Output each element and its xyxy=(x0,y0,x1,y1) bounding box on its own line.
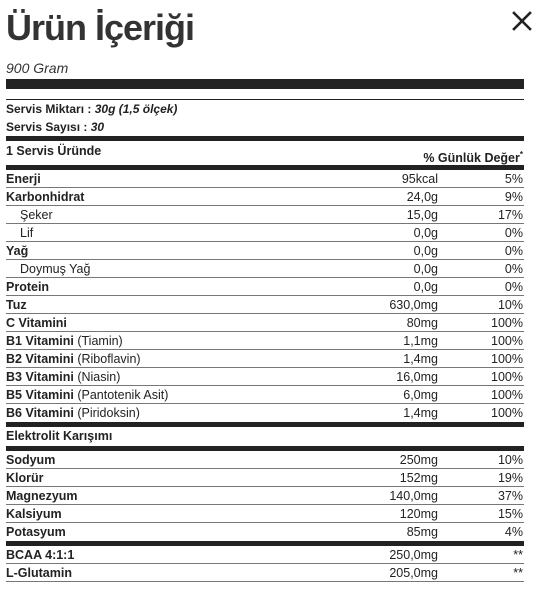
serving-size xyxy=(6,100,524,118)
nutrient-name: L-Glutamin xyxy=(6,566,72,580)
nutrient-name: Yağ xyxy=(6,244,29,258)
nutrient-daily-value: 17% xyxy=(497,208,523,222)
nutrient-label xyxy=(20,260,90,278)
nutrient-daily-value: 100% xyxy=(491,316,523,330)
nutrient-daily-value: 10% xyxy=(497,453,523,467)
nutrient-name: Karbonhidrat xyxy=(6,190,85,204)
nutrient-name: Potasyum xyxy=(6,525,66,539)
nutrient-amount: 1,4mg xyxy=(403,406,438,420)
table-row xyxy=(6,546,524,564)
nutrient-name: C Vitamini xyxy=(6,316,67,330)
nutrient-subname: (Riboflavin) xyxy=(77,352,141,366)
table-row xyxy=(6,314,524,332)
nutrient-amount: 16,0mg xyxy=(396,370,438,384)
nutrient-amount: 0,0g xyxy=(413,244,438,258)
nutrient-subname: (Piridoksin) xyxy=(77,406,140,420)
nutrient-label xyxy=(6,350,141,368)
nutrient-label xyxy=(6,278,49,296)
table-row xyxy=(6,386,524,404)
table-row xyxy=(6,404,524,422)
nutrient-daily-value: ** xyxy=(513,566,523,580)
nutrient-name: Sodyum xyxy=(6,453,56,467)
serving-count-value: 30 xyxy=(90,120,105,134)
table-row xyxy=(6,206,524,224)
serving-size-label: Servis Miktarı : xyxy=(6,102,95,116)
nutrient-label xyxy=(6,523,66,541)
nutrient-name: B5 Vitamini xyxy=(6,388,74,402)
amino-list xyxy=(6,546,524,582)
nutrient-amount: 250mg xyxy=(399,453,438,467)
nutrient-label xyxy=(6,469,44,487)
nutrient-name: B2 Vitamini xyxy=(6,352,74,366)
nutrient-label xyxy=(6,332,123,350)
table-row xyxy=(6,296,524,314)
nutrient-daily-value: 37% xyxy=(497,489,523,503)
nutrient-label xyxy=(6,296,27,314)
serving-count xyxy=(6,118,524,136)
nutrient-daily-value: 10% xyxy=(497,298,523,312)
nutrient-amount: 1,4mg xyxy=(403,352,438,366)
nutrient-daily-value: 100% xyxy=(491,388,523,402)
nutrient-amount: 140,0mg xyxy=(389,489,438,503)
nutrient-daily-value: 15% xyxy=(497,507,523,521)
nutrient-name: BCAA 4:1:1 xyxy=(6,548,75,562)
close-button[interactable] xyxy=(510,9,534,33)
page-title: Ürün İçeriği xyxy=(6,7,195,48)
table-row xyxy=(6,523,524,541)
nutrient-label xyxy=(6,386,168,404)
nutrient-subname: (Niasin) xyxy=(77,370,121,384)
table-row xyxy=(6,350,524,368)
nutrient-amount: 0,0g xyxy=(413,280,438,294)
nutrient-amount: 250,0mg xyxy=(389,548,438,562)
nutrient-name: Protein xyxy=(6,280,50,294)
table-row xyxy=(6,564,524,582)
nutrition-facts-panel xyxy=(6,79,524,582)
nutrient-name: B1 Vitamini xyxy=(6,334,74,348)
nutrient-subname: (Tiamin) xyxy=(77,334,123,348)
nutrient-daily-value: 100% xyxy=(491,406,523,420)
divider-thick xyxy=(6,79,524,89)
nutrient-name: Enerji xyxy=(6,172,41,186)
nutrient-label xyxy=(6,487,78,505)
nutrient-amount: 80mg xyxy=(406,316,438,330)
nutrient-label xyxy=(6,564,72,582)
table-row xyxy=(6,278,524,296)
nutrient-daily-value: 100% xyxy=(491,334,523,348)
nutrient-label xyxy=(20,206,53,224)
nutrient-amount: 1,1mg xyxy=(403,334,438,348)
table-row xyxy=(6,487,524,505)
nutrient-amount: 95kcal xyxy=(401,172,438,186)
electrolyte-section-title: Elektrolit Karışımı xyxy=(6,429,113,443)
nutrient-label xyxy=(6,368,120,386)
nutrient-amount: 6,0mg xyxy=(403,388,438,402)
table-row xyxy=(6,505,524,523)
nutrient-label xyxy=(6,188,84,206)
nutrient-label xyxy=(20,224,33,242)
nutrient-daily-value: 100% xyxy=(491,352,523,366)
nutrient-amount: 0,0g xyxy=(413,262,438,276)
nutrient-name: Magnezyum xyxy=(6,489,78,503)
table-row xyxy=(6,170,524,188)
nutrient-daily-value: 9% xyxy=(504,190,523,204)
nutrient-name: B6 Vitamini xyxy=(6,406,74,420)
nutrient-list xyxy=(6,170,524,422)
table-row xyxy=(6,188,524,206)
nutrient-daily-value: 5% xyxy=(504,172,523,186)
nutrient-amount: 120mg xyxy=(399,507,438,521)
nutrient-subname: Lif xyxy=(20,226,34,240)
table-row xyxy=(6,260,524,278)
nutrient-label xyxy=(6,451,55,469)
nutrient-daily-value: 0% xyxy=(504,226,523,240)
nutrient-daily-value: 19% xyxy=(497,471,523,485)
nutrient-amount: 85mg xyxy=(406,525,438,539)
nutrient-daily-value: 4% xyxy=(504,525,523,539)
nutrient-amount: 24,0g xyxy=(406,190,438,204)
nutrient-daily-value: 100% xyxy=(491,370,523,384)
nutrient-label xyxy=(6,505,62,523)
package-weight: 900 Gram xyxy=(6,60,69,76)
table-row xyxy=(6,332,524,350)
nutrient-name: Tuz xyxy=(6,298,27,312)
nutrient-amount: 205,0mg xyxy=(389,566,438,580)
serving-size-value: 30g (1,5 ölçek) xyxy=(94,102,178,116)
table-header xyxy=(6,141,524,165)
table-row xyxy=(6,469,524,487)
nutrient-amount: 15,0g xyxy=(406,208,438,222)
nutrient-subname: Şeker xyxy=(20,208,53,222)
nutrient-name: Kalsiyum xyxy=(6,507,62,521)
nutrient-name: B3 Vitamini xyxy=(6,370,74,384)
table-row xyxy=(6,451,524,469)
nutrient-label xyxy=(6,170,41,188)
nutrient-amount: 630,0mg xyxy=(389,298,438,312)
nutrient-daily-value: ** xyxy=(513,548,523,562)
table-row xyxy=(6,368,524,386)
daily-value-label: % Günlük Değer xyxy=(423,151,520,166)
nutrient-label xyxy=(6,314,67,332)
nutrient-amount: 0,0g xyxy=(413,226,438,240)
nutrient-label xyxy=(6,546,74,564)
nutrient-subname: (Pantotenik Asit) xyxy=(77,388,169,402)
close-icon xyxy=(510,9,534,33)
nutrient-daily-value: 0% xyxy=(504,262,523,276)
nutrient-daily-value: 0% xyxy=(504,280,523,294)
nutrient-label xyxy=(6,404,140,422)
nutrient-subname: Doymuş Yağ xyxy=(20,262,91,276)
nutrient-daily-value: 0% xyxy=(504,244,523,258)
table-row xyxy=(6,224,524,242)
table-row xyxy=(6,242,524,260)
nutrient-name: Klorür xyxy=(6,471,44,485)
electrolyte-list xyxy=(6,451,524,541)
daily-value-header xyxy=(423,150,523,165)
nutrient-amount: 152mg xyxy=(399,471,438,485)
per-serving-header: 1 Servis Üründe xyxy=(6,144,102,158)
daily-value-mark: * xyxy=(519,150,523,159)
nutrient-label xyxy=(6,242,28,260)
serving-count-label: Servis Sayısı : xyxy=(6,120,91,134)
